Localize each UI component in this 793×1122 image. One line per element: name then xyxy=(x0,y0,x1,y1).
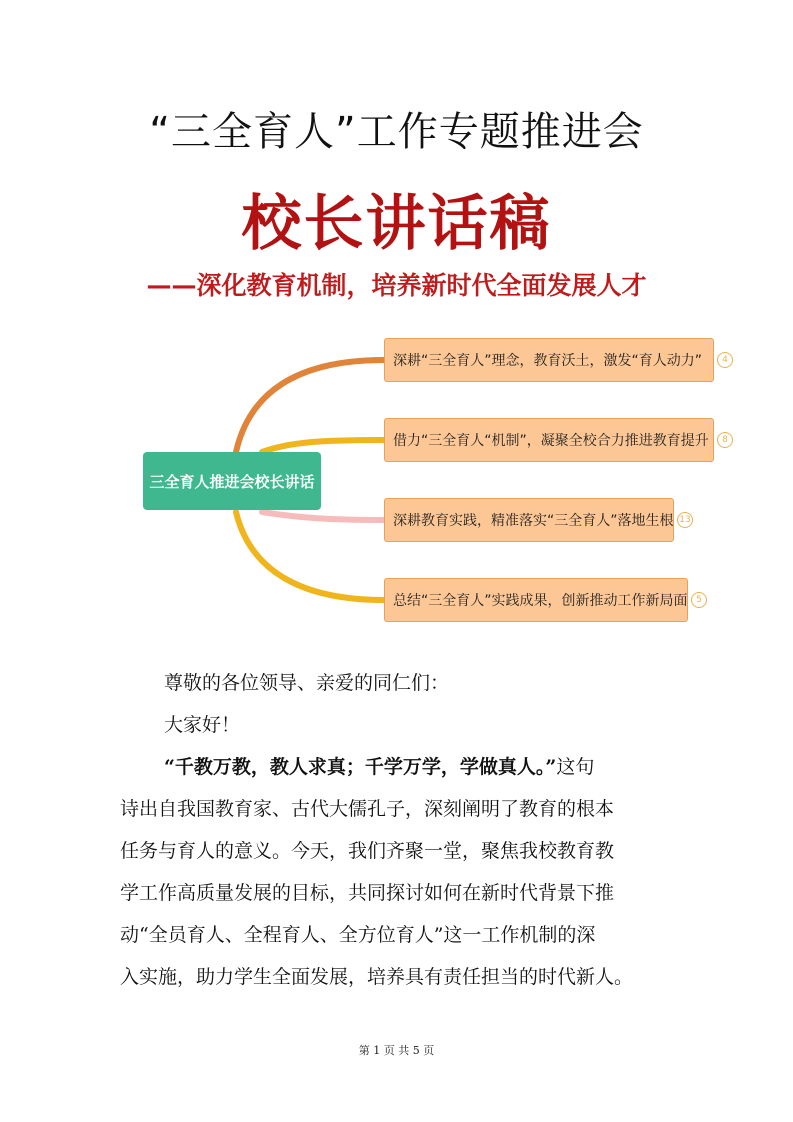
page-number: 第 1 页 共 5 页 xyxy=(358,1044,435,1057)
branch-label: 深耕“三全育人”理念，教育沃土，激发“育人动力” xyxy=(393,353,703,369)
paragraph-line: 诗出自我国教育家、古代大儒孔子，深刻阐明了教育的根本 xyxy=(120,798,615,820)
greeting: 尊敬的各位领导、亲爱的同仁们： xyxy=(164,672,450,694)
document-title: “三全育人”工作专题推进会 xyxy=(149,109,644,155)
branch-count-badge: 5 xyxy=(691,592,707,608)
connector-4 xyxy=(236,512,384,600)
paragraph-line: 入实施，助力学生全面发展，培养具有责任担当的时代新人。 xyxy=(120,966,634,988)
connector-3 xyxy=(262,512,384,520)
mind-map-branch-3 xyxy=(384,498,674,542)
branch-count-badge: 4 xyxy=(717,352,733,368)
paragraph-line: 动“全员育人、全程育人、全方位育人”这一工作机制的深 xyxy=(120,924,596,946)
salutation: 大家好！ xyxy=(164,714,241,736)
document-tagline: ——深化教育机制，培养新时代全面发展人才 xyxy=(146,271,647,300)
branch-label: 借力“三全育人“机制”，凝聚全校合力推进教育提升 xyxy=(393,433,709,449)
branch-count-badge: 8 xyxy=(717,432,733,448)
mind-map-central-node: 三全育人推进会校长讲话 xyxy=(143,452,321,510)
quote-text: “千教万教，教人求真；千学万学，学做真人。” xyxy=(164,756,557,778)
mind-map xyxy=(0,330,793,630)
paragraph-line: 学工作高质量发展的目标，共同探讨如何在新时代背景下推 xyxy=(120,882,615,904)
branch-label: 深耕教育实践，精准落实“三全育人”落地生根 xyxy=(393,513,674,529)
branch-count-badge: 13 xyxy=(677,512,693,528)
mind-map-branch-1 xyxy=(384,338,714,382)
mind-map-branch-2 xyxy=(384,418,714,462)
branch-label: 总结“三全育人”实践成果，创新推动工作新局面 xyxy=(393,593,688,609)
paragraph-line: 任务与育人的意义。今天，我们齐聚一堂，聚焦我校教育教 xyxy=(120,840,615,862)
paragraph-line: 这句 xyxy=(556,756,595,778)
connector-2 xyxy=(262,440,384,452)
document-subtitle: 校长讲话稿 xyxy=(241,189,552,259)
mind-map-branch-4 xyxy=(384,578,688,622)
